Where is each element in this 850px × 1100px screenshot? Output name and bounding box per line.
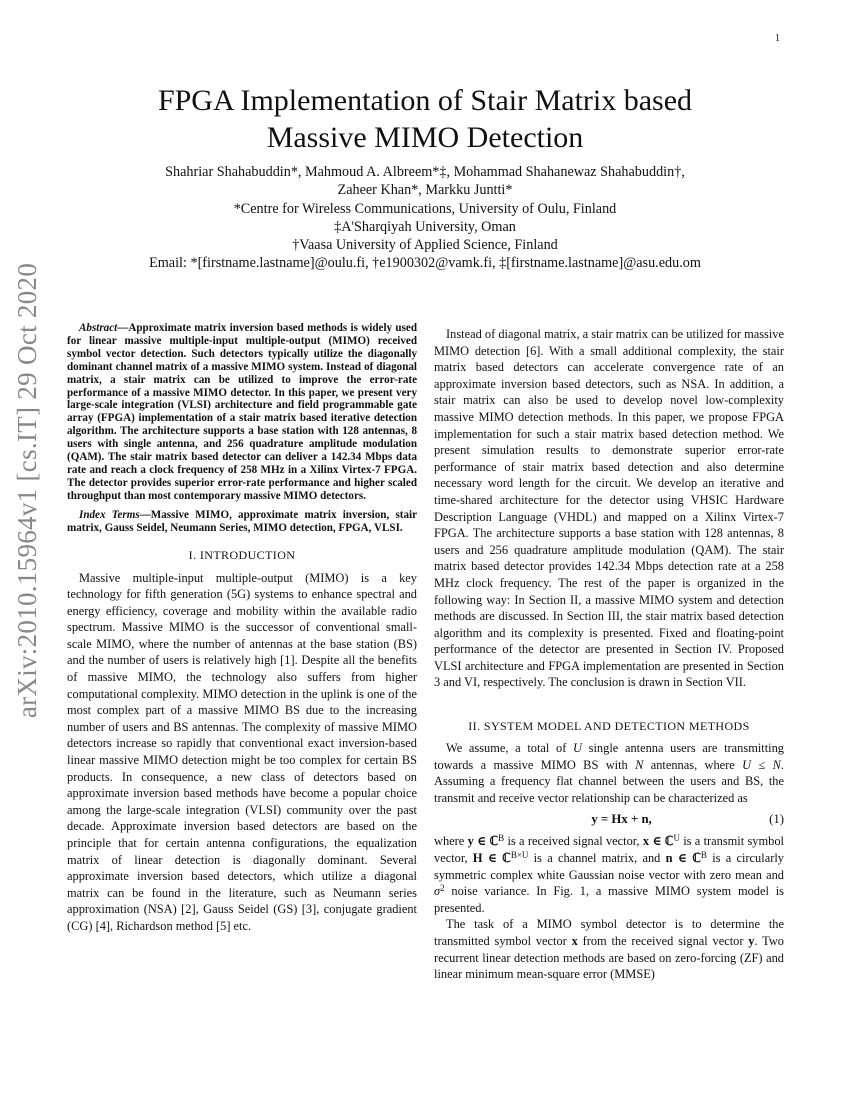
text-run: is a transmit symbol vector, xyxy=(434,834,784,866)
math-H-def: H ∈ ℂ xyxy=(472,851,511,866)
math-U: U xyxy=(573,741,582,756)
index-terms-text: —Massive MIMO, approximate matrix inversion, stair matrix, Gauss Seidel, Neumann Series, MIMO detection, FPGA, VLSI. xyxy=(67,508,418,534)
introduction-continued xyxy=(434,326,784,691)
abstract-label: Abstract xyxy=(79,322,118,334)
index-terms-label: Index Terms xyxy=(79,508,140,521)
right-column xyxy=(434,326,784,983)
math-sup: B xyxy=(498,833,505,844)
system-paragraph-3 xyxy=(434,916,784,982)
title-line-2: Massive MIMO Detection xyxy=(266,121,584,154)
affiliation-oulu: *Centre for Wireless Communications, University of Oulu, Finland xyxy=(233,200,617,217)
index-terms xyxy=(67,509,417,535)
left-column xyxy=(67,322,417,935)
author-line-1: Shahriar Shahabuddin*, Mahmoud A. Albreem*‡, Mohammad Shahanewaz Shahabuddin†, xyxy=(165,164,685,180)
math-y-def: y ∈ ℂ xyxy=(467,834,499,849)
math-sigma: σ xyxy=(434,884,441,899)
text-run: The task of a MIMO symbol detector is to determine the transmitted symbol vector xyxy=(434,917,784,948)
system-model-body xyxy=(434,740,784,983)
math-x: x xyxy=(571,934,578,948)
math-sup: B×U xyxy=(510,850,529,861)
text-run: antennas, where xyxy=(643,757,743,772)
system-paragraph-1 xyxy=(434,740,784,806)
author-line-2: Zaheer Khan*, Markku Juntti* xyxy=(337,182,513,199)
author-block xyxy=(70,163,780,273)
math-condition: U ≤ N xyxy=(742,757,781,772)
text-run: noise variance. In Fig. 1, a massive MIMO system model is presented. xyxy=(434,884,784,915)
affiliation-vaasa: †Vaasa University of Applied Science, Finland xyxy=(292,237,558,254)
abstract-text: —Approximate matrix inversion based methods is widely used for linear massive multiple-input multiple-output (MIMO) received symbol vector detection. Such detectors typically utilize the diagonally dominant channel matrix of a massive MIMO system. Instead of diagonal matrix, a stair matrix can be utilized to improve the error-rate performance of a massive MIMO detector. In this paper, we present very large-scale integration (VLSI) architecture and field programmable gate array (FPGA) implementation of a stair matrix based iterative detection algorithm. The architecture supports a base station with 128 antennas, 8 users with single antenna, and 256 quadrature amplitude modulation (QAM). The stair matrix based detector can deliver a 142.34 Mbps data rate and reach a clock frequency of 258 MHz in a Xilinx Virtex-7 FPGA. The detector provides superior error-rate performance and higher scaled throughput than most contemporary massive MIMO detectors. xyxy=(67,322,417,502)
abstract-paragraph xyxy=(67,322,417,503)
math-sup: 2 xyxy=(440,883,445,894)
equation-number: (1) xyxy=(769,811,784,826)
system-paragraph-2 xyxy=(434,833,784,916)
math-x-def: x ∈ ℂ xyxy=(642,834,674,849)
intro-paragraph-2: Instead of diagonal matrix, a stair matrix can be utilized for massive MIMO detection [6]. With a small additional complexity, the stair matrix based detectors can accelerate convergence rate of an approximate inversion based detectors, such as NSA. In addition, a stair matrix can also be used to develop novel low-complexity massive MIMO detection methods. In this paper, we propose FPGA implementation for such a stair matrix based detection method. We present simulation results to demonstrate superior error-rate performance of stair matrix based detection and also determine necessary word length for the circuit. We develop an iterative and time-shared architecture for the detector using VHSIC Hardware Description Language (VHDL) and mapped on a Xilinx Virtex-7 FPGA. The architecture supports a base station with 128 antennas, 8 users and 256 quadrature amplitude modulation (QAM). The stair matrix based detector provides 142.34 Mbps detection rate at a 258 MHz clock frequency. The rest of the paper is organized in the following way: In Section II, a massive MIMO system and detection methods are discussed. In Section III, the stair matrix based detection algorithm and its complexity is presented. Fixed and floating-point performance of the detector are presented in Section IV. Proposed VLSI architecture and FPGA implementation are presented in Section 3 and VI, respectively. The conclusion is drawn in Section VII. xyxy=(434,327,784,690)
text-run: . Assuming a frequency flat channel between the users and BS, the transmit and receive vector relationship can be characterized as xyxy=(434,757,784,805)
section-heading-system-model: II. SYSTEM MODEL AND DETECTION METHODS xyxy=(468,719,750,734)
text-run: We assume, a total of xyxy=(446,741,574,756)
math-sup: B xyxy=(700,850,707,861)
email-line: Email: *[firstname.lastname]@oulu.fi, †e1900302@vamk.fi, ‡[firstname.lastname]@asu.edu.om xyxy=(149,255,701,272)
text-run: single antenna users are transmitting towards a massive MIMO BS with xyxy=(434,741,784,772)
math-N: N xyxy=(635,757,644,772)
title-line-1: FPGA Implementation of Stair Matrix based xyxy=(157,84,693,117)
arxiv-stamp-text: arXiv:2010.15964v1 [cs.IT] 29 Oct 2020 xyxy=(12,262,43,718)
page-number: 1 xyxy=(775,33,780,44)
math-y: y xyxy=(748,934,755,948)
intro-paragraph-1: Massive multiple-input multiple-output (MIMO) is a key technology for fifth generation (5G) systems to enhance spectral and energy efficiency, coverage and mobility within the available radio spectrum. Massive MIMO is the successor of conventional small-scale MIMO, where the number of antennas at the base station (BS) and the number of users is relatively high [1]. Despite all the benefits of massive MIMO, the technology also suffers from higher computational complexity. MIMO detection in the uplink is one of the most complex part of a massive MIMO BS due to the increasing number of users and BS antennas. The complexity of massive MIMO detectors increase so rapidly that conventional exact inversion-based linear massive MIMO detection might be too complex for certain BS products. In consequence, a new class of detectors based on approximate inversion based methods have become a popular choice among the large-scale integration (VLSI) community over the past decade. Approximate inversion based detectors are based on the principle that for certain antenna configurations, the equalization matrix of linear detection is diagonally dominant. Several approximate inversion based detectors, which utilize a diagonal matrix can be found in the literature, such as Neumann series approximation (NSA) [2], Gauss Seidel (GS) [3], conjugate gradient (CG) [4], Richardson method [5] etc. xyxy=(67,570,417,933)
equation-1 xyxy=(434,808,784,830)
math-sup: U xyxy=(673,833,680,844)
section-heading-introduction: I. INTRODUCTION xyxy=(188,547,296,562)
math-n-def: n ∈ ℂ xyxy=(665,851,701,866)
text-run: . Two recurrent linear detection methods are based on zero-forcing (ZF) and linear minimum mean-square error (MMSE) xyxy=(434,934,784,982)
text-run: is a channel matrix, and xyxy=(528,851,666,866)
paper-title xyxy=(80,82,770,156)
arxiv-stamp xyxy=(2,262,54,718)
introduction-body xyxy=(67,570,417,935)
text-run: is a received signal vector, xyxy=(504,834,643,849)
equation-body: y = Hx + n, xyxy=(591,811,652,826)
text-run: from the received signal vector xyxy=(577,934,749,948)
text-run: is a circularly symmetric complex white Gaussian noise vector with zero mean and xyxy=(434,851,784,882)
abstract xyxy=(67,322,417,535)
affiliation-asharqiyah: ‡A'Sharqiyah University, Oman xyxy=(334,218,516,235)
text-run: where xyxy=(434,834,468,849)
